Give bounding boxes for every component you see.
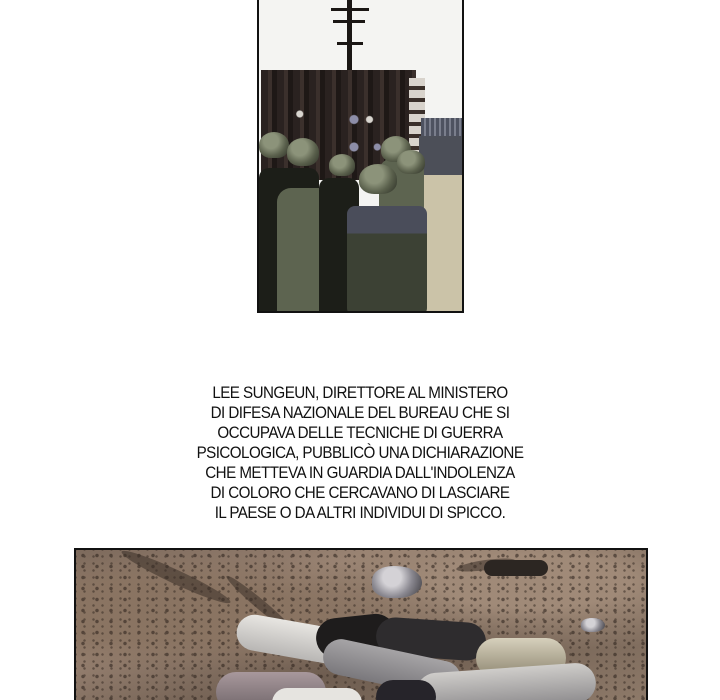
rock xyxy=(581,618,605,632)
soldiers-group xyxy=(259,128,434,313)
body-dark-clothes xyxy=(376,680,436,700)
pole-crossbar xyxy=(337,42,363,45)
soldier-helmet xyxy=(397,150,425,174)
body-white-shirt xyxy=(272,688,362,700)
caption-line: IL PAESE O DA ALTRI INDIVIDUI DI SPICCO. xyxy=(214,504,506,522)
pole-crossbar xyxy=(331,8,369,11)
rock xyxy=(372,566,422,598)
soldier-backpack xyxy=(347,206,427,313)
debris xyxy=(484,560,548,576)
soldier-helmet xyxy=(359,164,397,194)
comic-panel-soldiers xyxy=(257,0,464,313)
soldier-helmet xyxy=(329,154,355,176)
soldier-helmet xyxy=(287,138,319,166)
caption-line: LEE SUNGEUN, DIRETTORE AL MINISTERO xyxy=(212,384,508,402)
narration-caption xyxy=(167,383,553,523)
comic-panel-trench xyxy=(74,548,648,700)
soldier-helmet xyxy=(259,132,289,158)
caption-line: CHE METTEVA IN GUARDIA DALL'INDOLENZA xyxy=(205,464,515,482)
caption-line: OCCUPAVA DELLE TECNICHE DI GUERRA xyxy=(217,424,503,442)
caption-line: PSICOLOGICA, PUBBLICÒ UNA DICHIARAZIONE xyxy=(196,444,524,462)
caption-line: DI COLORO CHE CERCAVANO DI LASCIARE xyxy=(210,484,510,502)
pole-crossbar xyxy=(333,20,365,23)
caption-line: DI DIFESA NAZIONALE DEL BUREAU CHE SI xyxy=(210,404,510,422)
